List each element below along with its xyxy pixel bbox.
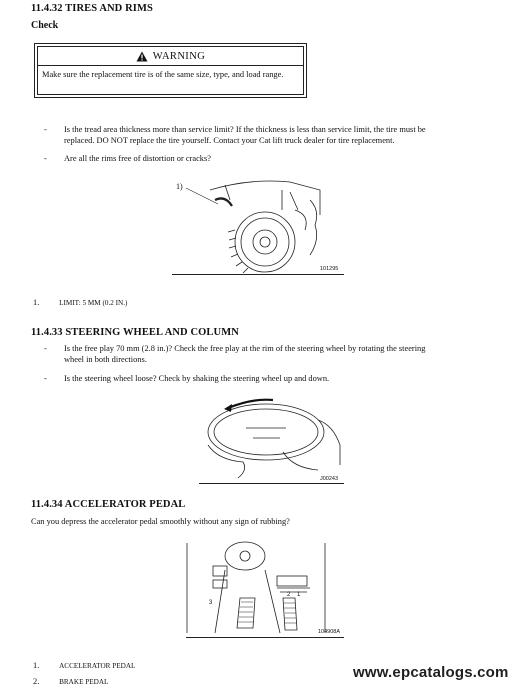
bullet-text-line: wheel in both directions. xyxy=(64,355,147,364)
question-text: Can you depress the accelerator pedal smoothly without any sign of rubbing? xyxy=(31,517,290,526)
list-number: 2. xyxy=(33,677,40,686)
figure-rule xyxy=(172,274,344,275)
figure-code: J00243 xyxy=(320,476,339,482)
bullet-dash: - xyxy=(44,125,47,134)
warning-label: WARNING xyxy=(152,50,206,62)
bullet-text-line: replaced. DO NOT replace the tire yourself. Contact your Cat lift truck dealer for tire replacement. xyxy=(64,136,395,145)
bullet-text-line: Are all the rims free of distortion or cracks? xyxy=(64,154,211,163)
pedal-callout-2: 2 xyxy=(287,592,291,598)
bullet-text-line: Is the steering wheel loose? Check by shaking the steering wheel up and down. xyxy=(64,374,330,383)
list-item xyxy=(33,660,135,672)
bullet-item xyxy=(44,124,484,146)
list-number: 1. xyxy=(33,661,40,670)
pedal-callout-3: 3 xyxy=(209,600,213,606)
warning-header xyxy=(38,47,303,66)
warning-triangle-icon xyxy=(136,51,148,62)
subheading-check: Check xyxy=(31,20,59,31)
section-title-tires-rims: 11.4.32 TIRES AND RIMS xyxy=(31,3,153,14)
list-number: 1. xyxy=(33,298,40,307)
figure-code: 104908A xyxy=(318,629,341,635)
warning-box xyxy=(34,43,307,98)
bullet-item xyxy=(44,343,484,365)
steering-wheel-figure xyxy=(198,390,348,485)
tire-callout-1: 1) xyxy=(176,182,183,191)
section-title-accelerator: 11.4.34 ACCELERATOR PEDAL xyxy=(31,499,186,510)
figure-rule xyxy=(186,637,344,638)
list-item xyxy=(33,676,108,688)
list-text: BRAKE PEDAL xyxy=(59,678,109,686)
bullet-text-line: Is the free play 70 mm (2.8 in.)? Check the free play at the rim of the steering wheel by rotating the steering xyxy=(64,344,426,353)
list-text: ACCELERATOR PEDAL xyxy=(59,662,136,670)
section-title-steering: 11.4.33 STEERING WHEEL AND COLUMN xyxy=(31,327,239,338)
bullet-text-line: Is the tread area thickness more than service limit? If the thickness is less than service limit, the tire must be xyxy=(64,125,426,134)
list-item xyxy=(33,297,127,309)
figure-code: 101295 xyxy=(320,266,339,272)
bullet-dash: - xyxy=(44,154,47,163)
tire-figure xyxy=(170,170,350,280)
bullet-item xyxy=(44,373,484,384)
figure-rule xyxy=(199,483,344,484)
watermark: www.epcatalogs.com xyxy=(353,664,509,681)
warning-text: Make sure the replacement tire is of the same size, type, and load range. xyxy=(42,70,284,79)
pedal-figure xyxy=(185,538,345,638)
bullet-item xyxy=(44,153,484,164)
bullet-dash: - xyxy=(44,344,47,353)
pedal-callout-1: 1 xyxy=(297,592,301,598)
list-text: LIMIT: 5 MM (0.2 IN.) xyxy=(59,299,128,307)
bullet-dash: - xyxy=(44,374,47,383)
